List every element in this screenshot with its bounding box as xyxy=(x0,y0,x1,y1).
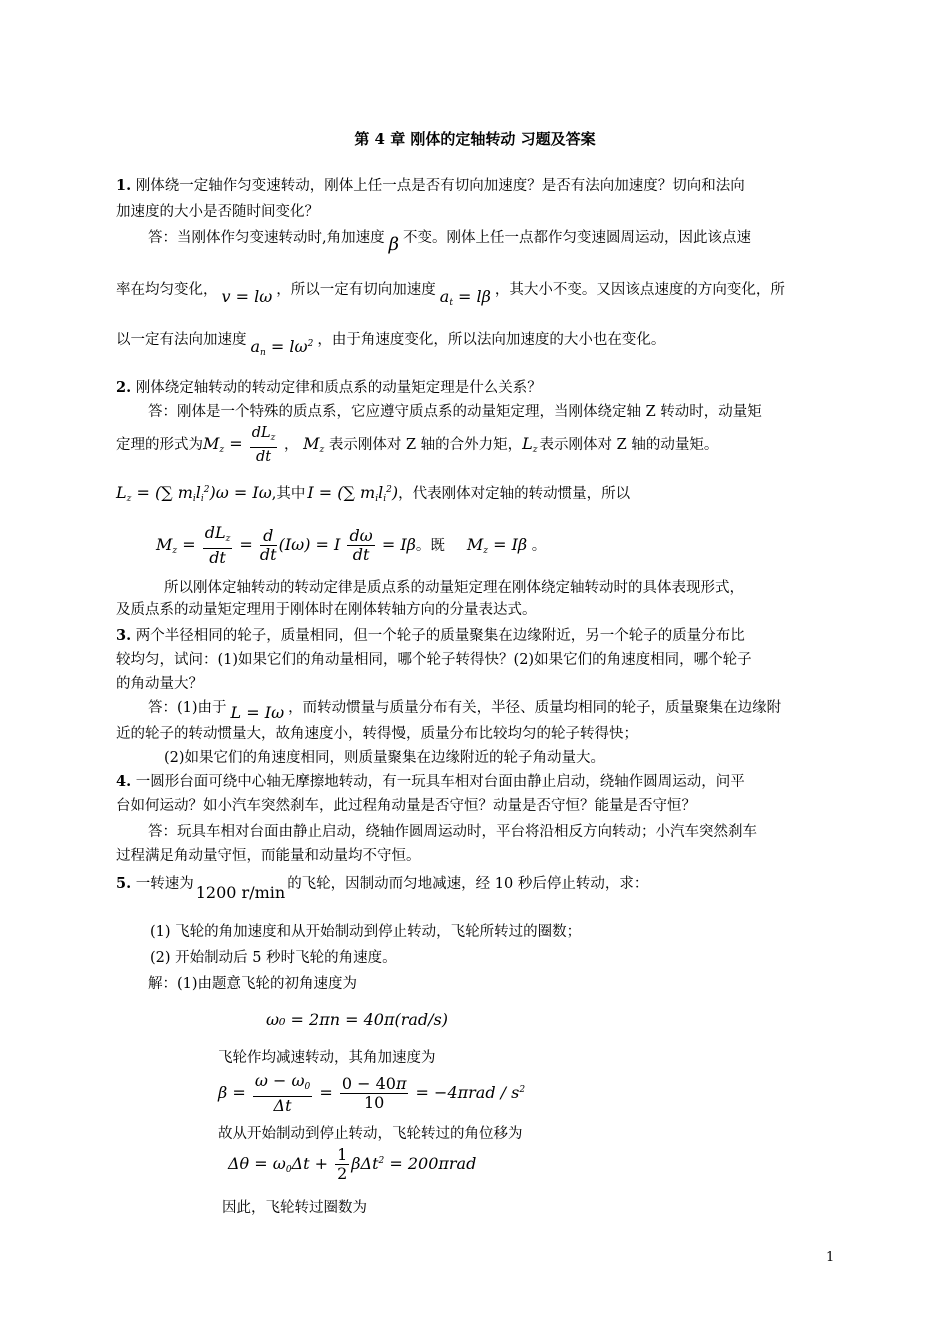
q3-text-line1 xyxy=(116,626,836,646)
q2-ans4a: 。既 xyxy=(415,538,445,554)
q2-number: 2. xyxy=(116,379,132,396)
q5-text-line1 xyxy=(116,874,836,903)
q4-answer-line1: 答：玩具车相对台面由静止启动，绕轴作圆周运动时，平台将沿相反方向转动；小汽车突然刹车 xyxy=(148,824,757,840)
q4-answer-line2: 过程满足角动量守恒，而能量和动量均不守恒。 xyxy=(116,848,421,864)
q1-ans2c: ，其大小不变。又因该点速度的方向变化，所 xyxy=(494,282,785,298)
q1-text1: 刚体绕一定轴作匀变速转动，刚体上任一点是否有切向加速度？是否有法向加速度？切向和法向 xyxy=(131,178,745,194)
q5-solution-line4: 因此，飞轮转过圈数为 xyxy=(222,1200,367,1216)
q2-ans3a: ,其中 xyxy=(271,486,306,502)
q2-ans2c: 表示刚体对 Z 轴的动量矩。 xyxy=(539,437,719,453)
q2-answer-line4: $M_z$ = $\frac{dL_z}{dt}$ = $\frac{d}{dt}$ (Iω) = I $\frac{d\omega}{dt}$ = Iβ。既 $M_z = I\beta$ 。 xyxy=(156,523,547,567)
q1-ans1a: 答：当刚体作匀变速转动时,角加速度 xyxy=(148,230,385,246)
q3-text-line3: 的角动量大？ xyxy=(116,676,203,692)
eq-mz-ib: $M_z = I\beta$ xyxy=(466,535,528,556)
q5-solution-line2: 飞轮作均减速转动，其角加速度为 xyxy=(218,1050,436,1066)
eq-lz-sum: $L_z$ = (∑ $m_il_i^2)\omega = I\omega$ xyxy=(116,483,272,504)
eq-an: $a_n = l\omega^2$ xyxy=(250,337,314,358)
eq-beta: β = $\frac{\omega - \omega_0}{\Delta t}$ = $\frac{0 - 40\pi}{10}$ = $-4\pi rad / s^2$ xyxy=(218,1071,526,1115)
q1-ans2a: 率在均匀变化， xyxy=(116,282,218,298)
q4-number: 4. xyxy=(116,773,132,790)
eq-l-iw: L = Iω xyxy=(230,703,285,722)
q1-ans1b: 不变。刚体上任一点都作匀变速圆周运动，因此该点速 xyxy=(403,230,752,246)
q2-text-line1 xyxy=(116,378,836,398)
q5-solution-line1: 解：(1)由题意飞轮的初角速度为 xyxy=(148,976,358,992)
q1-text-line1 xyxy=(116,176,836,196)
speed-value: 1200 r/min xyxy=(195,883,286,902)
eq-v-lw: v = lω xyxy=(221,287,273,306)
eq-mz-chain: $M_z$ = $\frac{dL_z}{dt}$ = $\frac{d}{dt}$ (Iω) = I $\frac{d\omega}{dt}$ = Iβ xyxy=(156,523,416,567)
q1-ans3b: ，由于角速度变化，所以法向加速度的大小也在变化。 xyxy=(317,332,666,348)
q2-ans2a: 定理的形式为 xyxy=(116,437,203,453)
frac-dLz-dt: $\frac{dL_z}{dt}$ xyxy=(251,425,276,465)
q1-answer-line3 xyxy=(116,330,836,363)
q1-answer-line1 xyxy=(148,228,868,255)
q3-number: 3. xyxy=(116,627,132,644)
q4-text-line2: 台如何运动？如小汽车突然刹车，此过程角动量是否守恒？动量是否守恒？能量是否守恒？ xyxy=(116,798,696,814)
q1-number: 1. xyxy=(116,177,132,194)
q4-text-line1 xyxy=(116,772,836,792)
q2-ans2b: 表示刚体对 Z 轴的合外力矩， xyxy=(328,437,523,453)
q2-answer-line1: 答：刚体是一个特殊的质点系，它应遵守质点系的动量矩定理，当刚体绕定轴 Z 转动时，动量矩 xyxy=(148,404,762,420)
q3-text1: 两个半径相同的轮子，质量相同，但一个轮子的质量聚集在边缘附近，另一个轮子的质量分布比 xyxy=(131,628,745,644)
q1-ans3a: 以一定有法向加速度 xyxy=(116,332,247,348)
page-title: 第 4 章 刚体的定轴转动 习题及答案 xyxy=(354,130,596,148)
q3-answer-line2: 近的轮子的转动惯量大，故角速度小，转得慢，质量分布比较均匀的轮子转得快； xyxy=(116,726,638,742)
beta-symbol: β xyxy=(388,234,400,255)
q5-text1a: 一转速为 xyxy=(131,876,194,892)
eq-delta-theta: $\Delta\theta = \omega_0\Delta t$ + $\frac{1}{2}$ βΔt$^2$ = 200πrad xyxy=(228,1145,477,1183)
eq-omega0: ω₀ = 2πn = 40π(rad/s) xyxy=(266,1010,449,1029)
q3-answer-line3: (2)如果它们的角速度相同，则质量聚集在边缘附近的轮子角动量大。 xyxy=(164,750,606,766)
eq-at: $a_t = l\beta$ xyxy=(439,287,491,308)
q5-solution-line3: 故从开始制动到停止转动，飞轮转过的角位移为 xyxy=(218,1126,523,1142)
page-number: 1 xyxy=(826,1250,835,1265)
q2-text1: 刚体绕定轴转动的转动定律和质点系的动量矩定理是什么关系？ xyxy=(131,380,542,396)
mz-symbol: $M_z$ xyxy=(303,434,325,455)
q3-answer-line1 xyxy=(148,698,868,723)
lz-symbol: $L_z$ xyxy=(522,434,538,455)
eq-i-sum: I = (∑ $m_il_i^2$) xyxy=(307,483,399,504)
q4-text1: 一圆形台面可绕中心轴无摩擦地转动，有一玩具车相对台面由静止启动，绕轴作圆周运动，问平 xyxy=(131,774,745,790)
q3-ans1b: ，而转动惯量与质量分布有关，半径、质量均相同的轮子，质量聚集在边缘附 xyxy=(288,700,782,716)
q5-item2: (2) 开始制动后 5 秒时飞轮的角速度。 xyxy=(150,950,397,966)
eq-mz: $M_z$ = xyxy=(203,434,248,455)
q3-ans1a: 答：(1)由于 xyxy=(148,700,227,716)
q1-text-line2: 加速度的大小是否随时间变化？ xyxy=(116,204,319,220)
q1-ans2b: ，所以一定有切向加速度 xyxy=(276,282,436,298)
q2-answer-line2: 定理的形式为$M_z$ = $\frac{dL_z}{dt}$ ， $M_z$ 表示刚体对 Z 轴的合外力矩，$L_z$ 表示刚体对 Z 轴的动量矩。 xyxy=(116,425,719,465)
q2-ans3b: ，代表刚体对定轴的转动惯量，所以 xyxy=(398,486,631,502)
q3-text-line2: 较均匀，试问：(1)如果它们的角动量相同，哪个轮子转得快？(2)如果它们的角速度相同，哪个轮子 xyxy=(116,652,752,668)
q5-text1b: 的飞轮，因制动而匀地减速，经 10 秒后停止转动，求： xyxy=(287,876,649,892)
q2-answer-line6: 及质点系的动量矩定理用于刚体时在刚体转轴方向的分量表达式。 xyxy=(116,602,537,618)
q2-answer-line3 xyxy=(116,480,836,509)
q2-answer-line5: 所以刚体定轴转动的转动定律是质点系的动量矩定理在刚体绕定轴转动时的具体表现形式， xyxy=(164,580,744,596)
q5-number: 5. xyxy=(116,875,132,892)
q1-answer-line2 xyxy=(116,280,836,313)
q5-item1: (1) 飞轮的角加速度和从开始制动到停止转动，飞轮所转过的圈数； xyxy=(150,924,582,940)
